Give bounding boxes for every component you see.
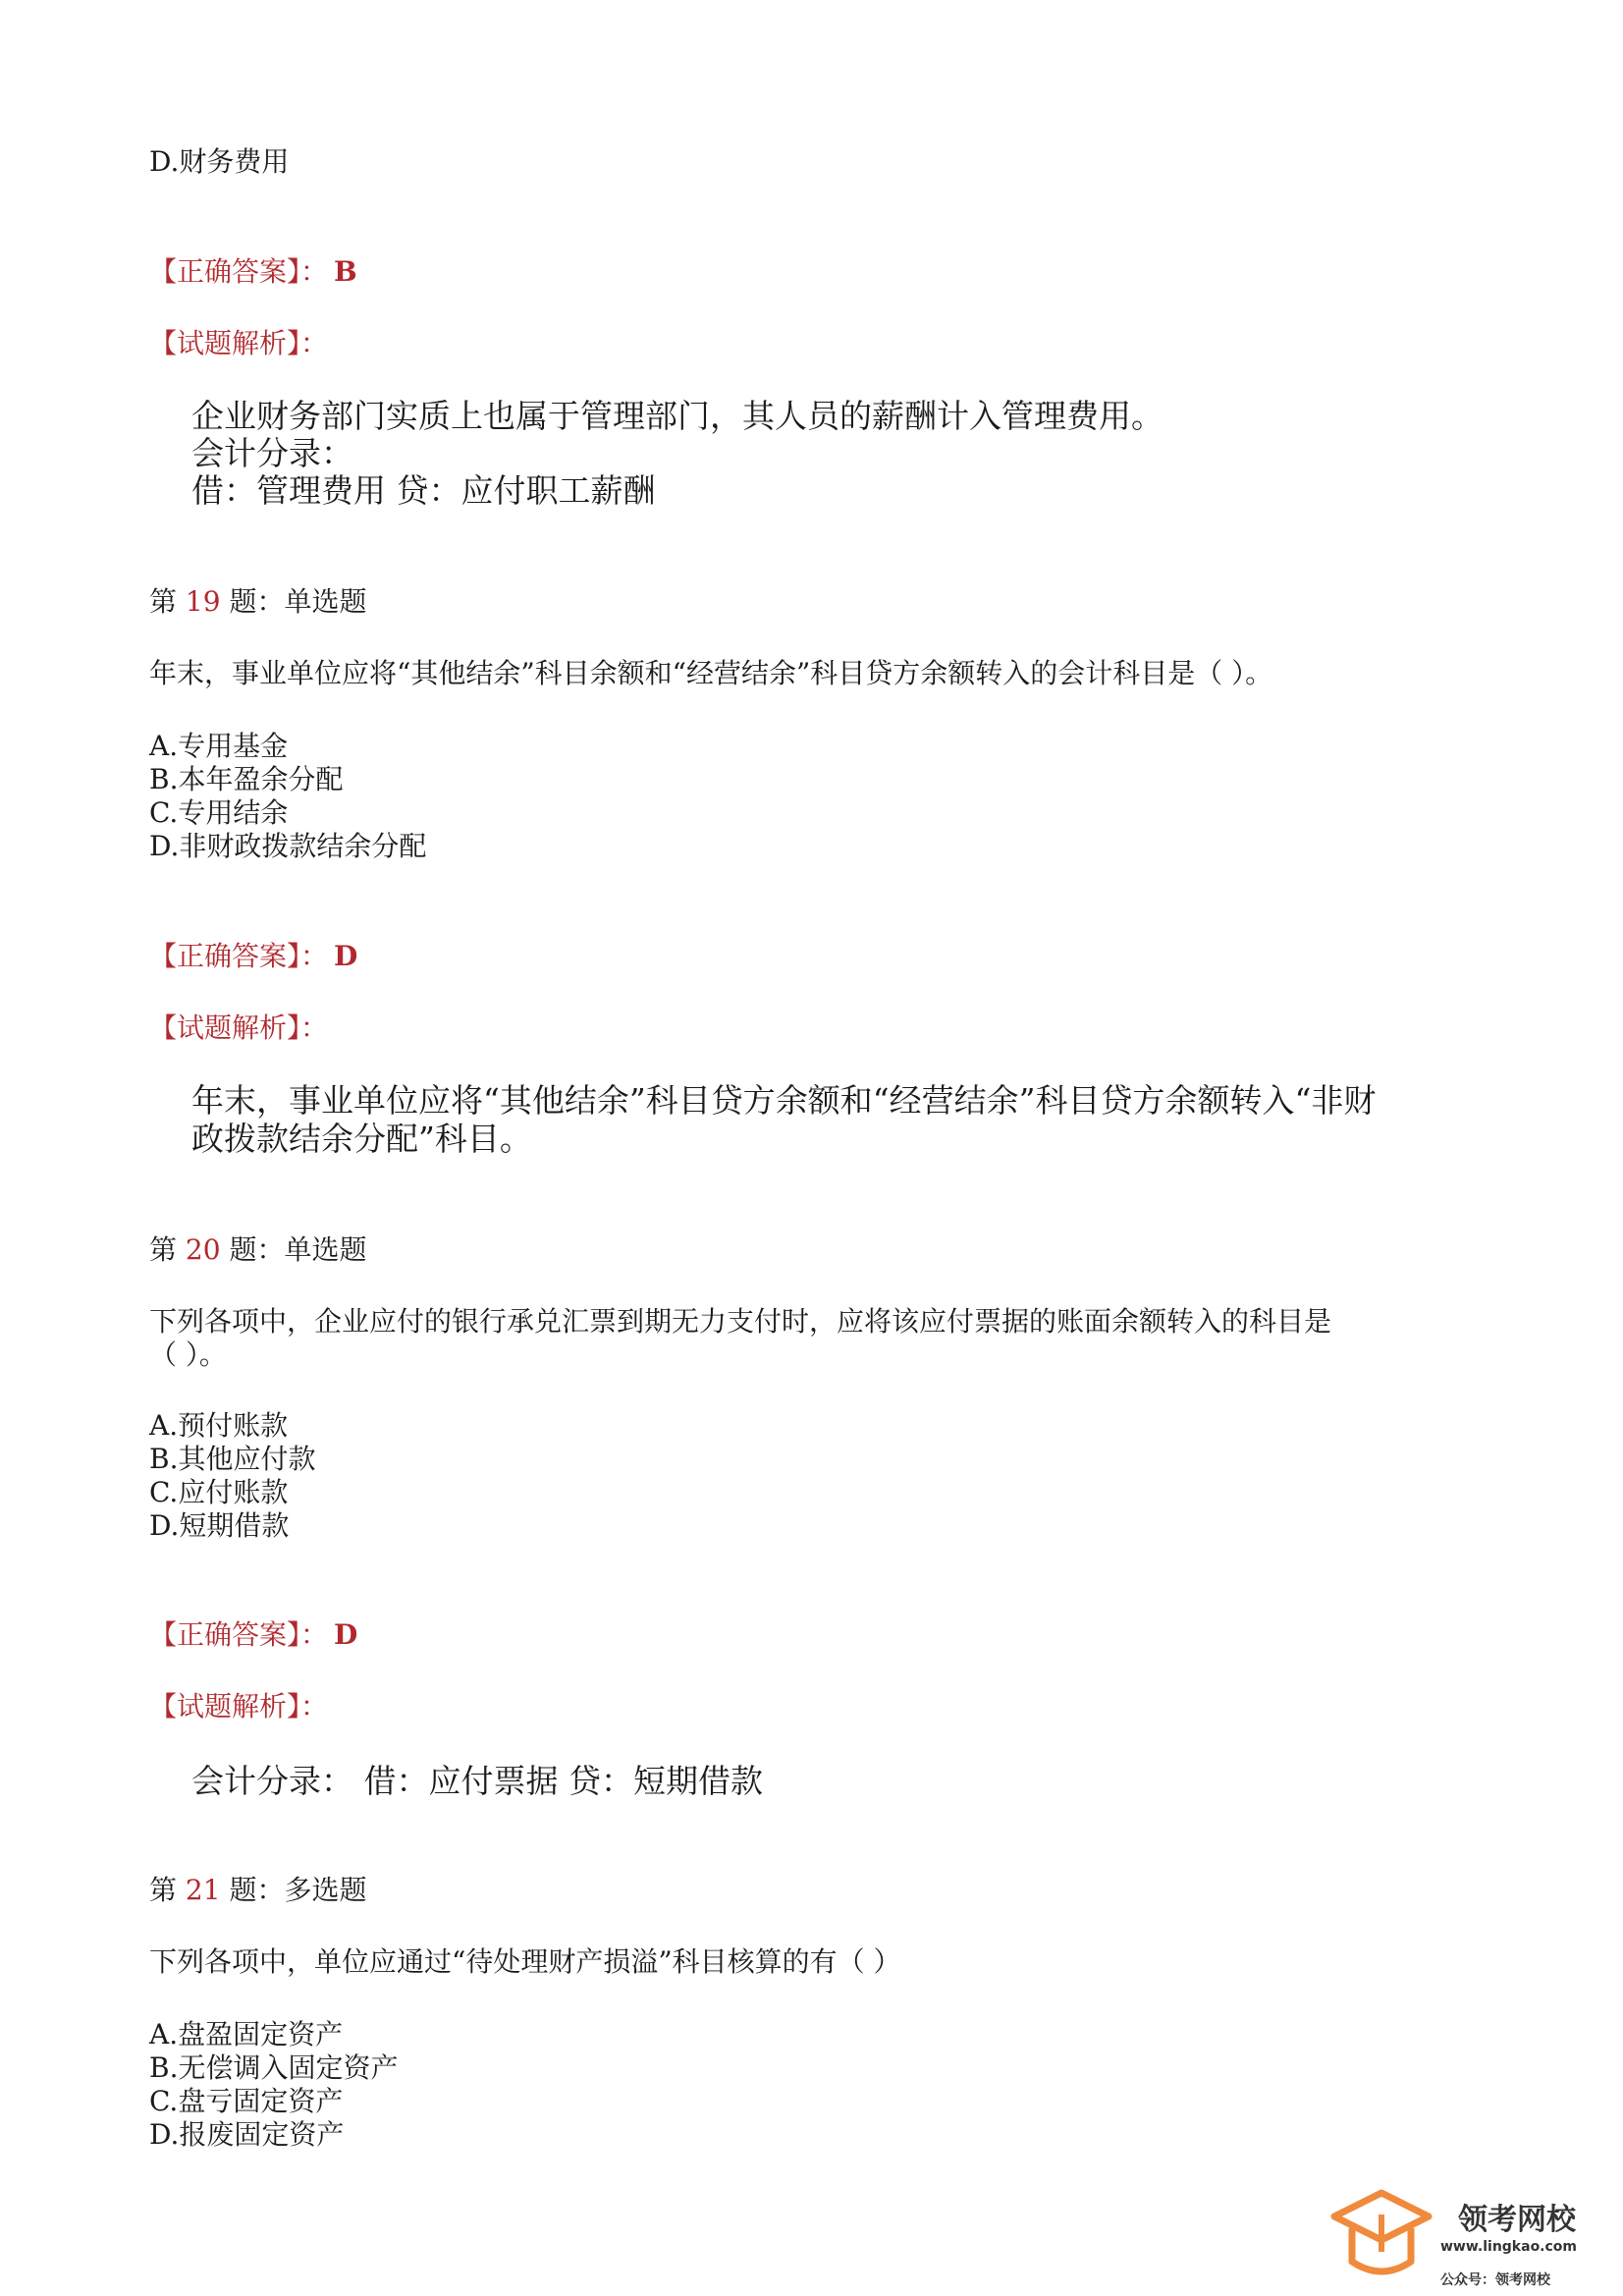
correct-answer: 【正确答案】： D: [149, 940, 358, 972]
option-b: B.其他应付款: [149, 1443, 316, 1475]
brand-wechat: 公众号：领考网校: [1440, 2272, 1550, 2288]
correct-answer: 【正确答案】： D: [149, 1618, 358, 1651]
explanation-line: 借：管理费用 贷：应付职工薪酬: [191, 471, 656, 510]
brand-url: www.lingkao.com: [1440, 2239, 1578, 2255]
explanation-label: 【试题解析】：: [149, 327, 329, 359]
explanation-label: 【试题解析】：: [149, 1011, 329, 1044]
question-header: 第 19 题：单选题: [149, 585, 367, 618]
option-a: A.专用基金: [149, 730, 289, 762]
brand-logo: [1330, 2185, 1586, 2293]
question-header: 第 21 题：多选题: [149, 1874, 367, 1906]
correct-answer: 【正确答案】： B: [149, 255, 357, 288]
question-header: 第 20 题：单选题: [149, 1233, 367, 1266]
option-c: C.应付账款: [149, 1476, 289, 1508]
explanation-line: 年末，事业单位应将“其他结余”科目贷方余额和“经营结余”科目贷方余额转入“非财: [191, 1081, 1377, 1120]
question-stem: 年末，事业单位应将“其他结余”科目余额和“经营结余”科目贷方余额转入的会计科目是（ ）。: [149, 657, 1273, 689]
explanation-line: 会计分录：: [191, 434, 353, 472]
explanation-line: 企业财务部门实质上也属于管理部门，其人员的薪酬计入管理费用。: [191, 397, 1163, 435]
option-d: D.财务费用: [149, 145, 290, 178]
explanation-line: 政拨款结余分配”科目。: [191, 1120, 532, 1158]
option-c: C.专用结余: [149, 796, 289, 829]
option-b: B.无偿调入固定资产: [149, 2051, 399, 2084]
explanation-line: 会计分录： 借：应付票据 贷：短期借款: [191, 1762, 763, 1800]
option-a: A.盘盈固定资产: [149, 2018, 344, 2050]
option-a: A.预付账款: [149, 1409, 289, 1442]
explanation-label: 【试题解析】：: [149, 1690, 329, 1722]
graduation-cap-icon: [1330, 2185, 1434, 2283]
option-c: C.盘亏固定资产: [149, 2085, 344, 2117]
option-b: B.本年盈余分配: [149, 763, 344, 795]
option-d: D.短期借款: [149, 1509, 290, 1542]
question-stem: 下列各项中，单位应通过“待处理财产损溢”科目核算的有（ ）: [149, 1945, 901, 1978]
question-stem: 下列各项中，企业应付的银行承兑汇票到期无力支付时，应将该应付票据的账面余额转入的科目是: [149, 1305, 1332, 1338]
option-d: D.非财政拨款结余分配: [149, 830, 427, 862]
option-d: D.报废固定资产: [149, 2118, 345, 2151]
question-stem: （ ）。: [149, 1339, 227, 1371]
brand-name: 领考网校: [1458, 2203, 1576, 2237]
